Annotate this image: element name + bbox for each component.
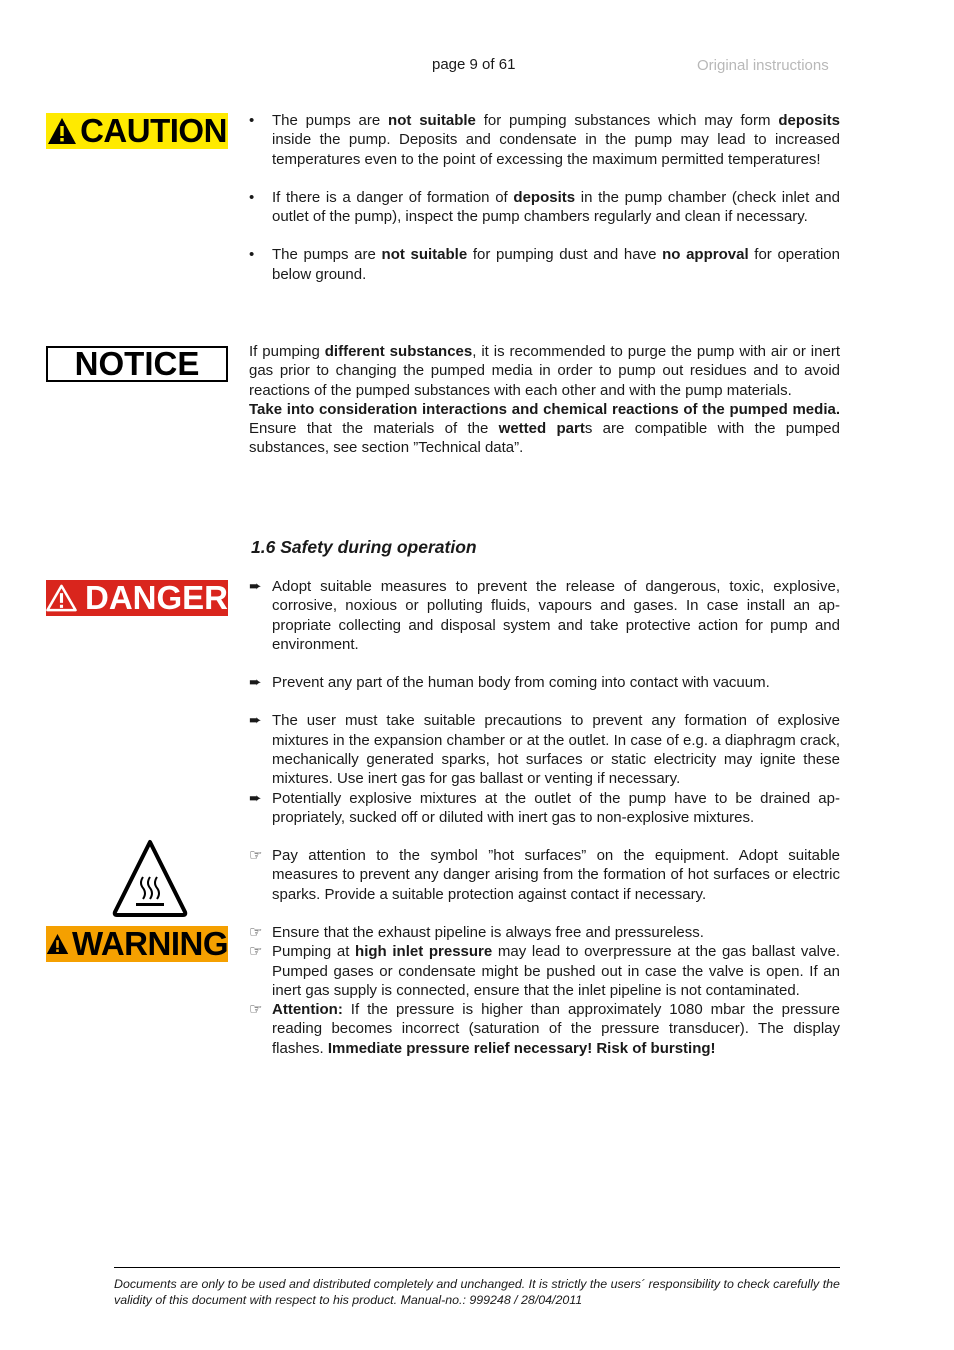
emphasis-text: Immediate pressure relief necessary! Risk of bursting! <box>327 1039 716 1057</box>
section-title: 1.6 Safety during operation <box>251 537 477 557</box>
list-item <box>249 111 840 169</box>
list-item-text <box>272 942 840 1000</box>
caution-block <box>249 111 840 284</box>
body-text: Pay attention to the symbol ”hot surfaces” on the equipment. Adopt suitable measures to prevent any danger arising from the formation of hot surfaces or electric sparks. Provide a suitable protection against contact if necessary. <box>272 847 840 903</box>
emphasis-text: deposits <box>778 112 840 129</box>
emphasis-text: not suitable <box>388 112 476 129</box>
body-text: The pumps are <box>272 246 382 264</box>
danger-block <box>249 577 840 827</box>
body-text: If there is a danger of formation of <box>272 188 514 206</box>
list-item-text <box>272 711 840 788</box>
arrow-bullet-icon: ➨ <box>249 578 262 595</box>
emphasis-text: Take into consideration interactions and chemical reactions of the pumped media. <box>249 400 840 418</box>
body-text: The pumps are <box>272 112 389 129</box>
pointing-hand-icon: ☞ <box>249 924 263 941</box>
list-item-text <box>272 923 840 942</box>
body-text: for operation below ground. <box>272 246 840 283</box>
body-text: for pumping dust and have <box>467 246 663 264</box>
warning-sign <box>46 926 228 962</box>
list-item-text <box>272 1000 840 1058</box>
hot-surface-block <box>249 846 840 904</box>
body-text: inside the pump. Deposits and condensate in the pump may lead to increased temperatures even to the point of excessing the maximum permitted temperatures! <box>272 131 840 168</box>
pointing-hand-icon: ☞ <box>249 1001 263 1019</box>
emphasis-text: wetted part <box>498 420 585 438</box>
body-text: If pumping <box>249 343 325 360</box>
list-item-text <box>272 673 840 692</box>
list-item <box>249 942 840 1000</box>
emphasis-text: no approval <box>662 246 749 264</box>
body-text: Pumping at <box>272 943 356 961</box>
emphasis-text: deposits <box>513 188 576 206</box>
list-item <box>249 846 840 904</box>
bullet-icon: • <box>249 246 255 264</box>
body-text: Prevent any part of the human body from coming into contact with vacuum. <box>272 674 770 692</box>
list-item-text <box>272 245 840 284</box>
list-item <box>249 711 840 788</box>
list-item-text <box>272 577 840 654</box>
notice-block <box>249 342 840 458</box>
body-text: Ensure that the exhaust pipeline is always free and pressureless. <box>272 924 704 941</box>
list-item-text <box>272 846 840 904</box>
arrow-bullet-icon: ➨ <box>249 712 262 730</box>
document-type: Original instructions <box>697 57 829 74</box>
danger-sign <box>46 580 228 616</box>
footer-disclaimer: Documents are only to be used and distributed completely and unchanged. It is strictly the users´ responsibility to check carefully the validity of this document with respect to his product. Manual-no.: 999248 / 28/04/2011 <box>114 1277 840 1307</box>
body-text: Ensure that the materials of the <box>249 420 499 438</box>
emphasis-text: different substances <box>324 343 473 360</box>
warning-block <box>249 923 840 1058</box>
body-text: If the pressure is higher than approximately 1080 mbar the pressure reading becomes incorrect (saturation of the pressure transducer). The display flashes. <box>272 1001 840 1057</box>
list-item-text <box>272 188 840 227</box>
list-item <box>249 1000 840 1058</box>
body-text: may lead to overpressure at the gas ballast valve. Pumped gases or condensate might be pushed out in case the valve is open. If an inert gas supply is connected, ensure that the inlet pipeline is not contaminated. <box>272 943 841 999</box>
arrow-bullet-icon: ➨ <box>249 674 262 692</box>
body-text: The user must take suitable precautions to prevent any formation of explosive mixtures in the expansion chamber or at the outlet. In case of e.g. a diaphragm crack, mechanically generated sparks, hot surfaces or static electricity may ignite these mixtures. Use inert gas for gas ballast or venting if necessary. <box>272 712 840 788</box>
list-item <box>249 673 840 692</box>
emphasis-text: not suitable <box>381 246 468 264</box>
body-text: s are compatible with the pumped substances, see section ”Technical data”. <box>249 420 840 457</box>
body-text: in the pump chamber (check inlet and outlet of the pump), inspect the pump chambers regularly and clean if necessary. <box>272 188 840 226</box>
arrow-bullet-icon: ➨ <box>249 789 262 807</box>
list-item <box>249 245 840 284</box>
list-item <box>249 923 840 942</box>
paragraph <box>249 342 840 400</box>
body-text: for pumping substances which may form <box>475 112 779 129</box>
caution-label: CAUTION <box>80 112 227 149</box>
list-item-text <box>272 111 840 169</box>
caution-sign <box>46 113 228 149</box>
hot-surface-warning-icon <box>112 839 188 921</box>
footer-divider <box>114 1267 840 1268</box>
list-item <box>249 577 840 654</box>
list-item <box>249 789 840 828</box>
bullet-icon: • <box>249 112 255 129</box>
list-item-text <box>272 789 840 828</box>
warning-triangle-icon <box>46 584 77 612</box>
body-text: Potentially explosive mixtures at the outlet of the pump have to be drained appropriately, sucked off or diluted with inert gas to non-explosive mixtures. <box>272 789 840 826</box>
warning-label: WARNING <box>72 925 228 962</box>
notice-sign <box>46 346 228 382</box>
danger-label: DANGER <box>84 579 228 616</box>
page-number: page 9 of 61 <box>432 56 516 73</box>
warning-triangle-icon <box>47 117 77 145</box>
warning-triangle-icon <box>46 930 69 958</box>
pointing-hand-icon: ☞ <box>249 943 263 961</box>
emphasis-text: Attention: <box>272 1001 343 1019</box>
paragraph <box>249 400 840 458</box>
pointing-hand-icon: ☞ <box>249 847 263 864</box>
emphasis-text: high inlet pressure <box>355 943 493 961</box>
body-text: Adopt suitable measures to prevent the release of dangerous, toxic, explosive, corrosive, noxious or polluting fluids, vapours and gases. In case install an appropriate collecting and disposal system and take protective action for pump and environment. <box>272 578 840 653</box>
body-text: , it is recommended to purge the pump with air or inert gas prior to changing the pumped media in order to pump out residues and to avoid reactions of the pumped substances with each other and with the pump materials. <box>249 343 840 399</box>
bullet-icon: • <box>249 188 255 206</box>
list-item <box>249 188 840 227</box>
notice-label: NOTICE <box>74 345 200 382</box>
